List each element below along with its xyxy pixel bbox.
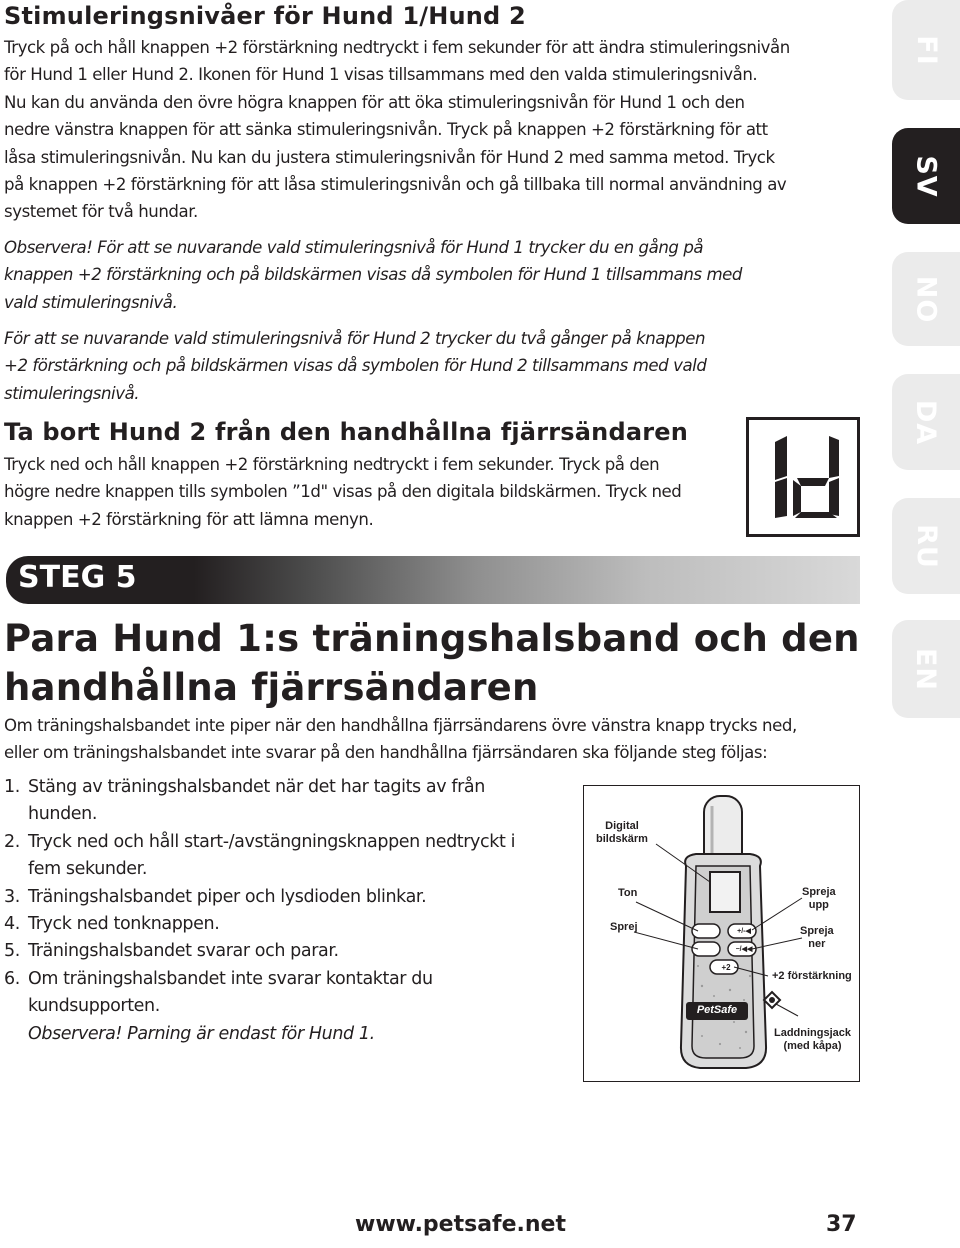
label-line: ner (808, 938, 826, 950)
label-line: bildskärm (596, 833, 648, 845)
step-text: kundsupporten. (28, 996, 160, 1017)
tab-label: EN (910, 647, 942, 691)
tab-label: SV (910, 154, 942, 198)
list-item (4, 884, 515, 911)
label-line: Spreja (802, 886, 836, 898)
list-item (4, 774, 515, 829)
page-title-line: handhållna fjärrsändaren (4, 666, 539, 709)
list-item (4, 1021, 515, 1048)
tab-label: DA (910, 399, 942, 445)
paragraph-line: stimuleringsnivå. (4, 383, 140, 403)
note-dog1-paragraph (4, 234, 742, 316)
label-spray: Sprej (610, 921, 638, 933)
pairing-intro-paragraph (4, 712, 797, 767)
step-text: Stäng av träningshalsbandet när det har tagits av från (28, 777, 485, 797)
label-line: upp (808, 899, 829, 911)
paragraph-line: nedre vänstra knappen för att sänka stimuleringsnivån. Tryck på knappen +2 förstärkning för att (4, 120, 768, 140)
tab-label: NO (910, 275, 942, 323)
step-number: 1. (4, 777, 20, 797)
remote-button-down-label: −/◀◀ (735, 946, 753, 953)
label-line: Laddningsjack (774, 1027, 852, 1039)
footer-website: www.petsafe.net (355, 1212, 566, 1237)
label-spray-up (802, 886, 836, 912)
note-dog2-paragraph (4, 325, 706, 407)
paragraph-line: högre nedre knappen tills symbolen ”1d" visas på den digitala bildskärmen. Tryck ned (4, 482, 682, 502)
tab-ru[interactable] (892, 498, 960, 594)
tab-da[interactable] (892, 374, 960, 470)
digital-display-figure (746, 417, 860, 537)
paragraph-line: Observera! För att se nuvarande vald stimuleringsnivå för Hund 1 trycker du en gång på (4, 238, 704, 257)
label-charging-jack (774, 1027, 851, 1053)
tab-fi[interactable] (892, 0, 960, 100)
paragraph-line: knappen +2 förstärkning och på bildskärmen visas då symbolen för Hund 1 tillsammans med (4, 265, 743, 285)
paragraph-line: För att se nuvarande vald stimuleringsnivå för Hund 2 trycker du två gånger på knappen (4, 329, 706, 348)
paragraph-line: knappen +2 förstärkning för att lämna menyn. (4, 509, 374, 529)
step-text: Träningshalsbandet svarar och parar. (28, 941, 339, 962)
section-title-remove-dog2: Ta bort Hund 2 från den handhållna fjärrsändaren (4, 418, 689, 446)
paragraph-line: för Hund 1 eller Hund 2. Ikonen för Hund 1 visas tillsammans med den valda stimuleringsnivån. (4, 65, 758, 85)
paragraph-line: Om träningshalsbandet inte piper när den handhållna fjärrsändarens övre vänstra knapp trycks ned, (4, 716, 797, 735)
step-text: Om träningshalsbandet inte svarar kontaktar du (28, 968, 433, 989)
tab-en[interactable] (892, 620, 960, 718)
label-line: Digital (605, 820, 639, 832)
remote-button-up-label: +/-◀ (737, 928, 751, 935)
step-number: 6. (4, 968, 20, 989)
remove-dog2-paragraph (4, 451, 681, 533)
step-number: 3. (4, 886, 20, 907)
label-boost: +2 förstärkning (772, 970, 852, 982)
section-title-stimulation-levels: Stimuleringsnivåer för Hund 1/Hund 2 (4, 2, 526, 30)
page-title (4, 614, 860, 712)
step-number: 5. (4, 941, 20, 962)
tab-label: RU (910, 523, 942, 569)
paragraph-line: eller om träningshalsbandet inte svarar på den handhållna fjärrsändaren ska följande steg följas: (4, 743, 768, 763)
step-number: 4. (4, 914, 20, 935)
paragraph-line: systemet för två hundar. (4, 202, 198, 222)
tab-no[interactable] (892, 252, 960, 346)
list-item (4, 966, 515, 1021)
list-item (4, 911, 515, 938)
step-text: fem sekunder. (28, 859, 148, 880)
page-number: 37 (826, 1212, 857, 1237)
pairing-note: Observera! Parning är endast för Hund 1. (28, 1023, 375, 1044)
paragraph-line: på knappen +2 förstärkning för att låsa stimuleringsnivån och gå tillbaka till normal användning av (4, 175, 787, 195)
paragraph-line: låsa stimuleringsnivån. Nu kan du justera stimuleringsnivån för Hund 2 med samma metod. Tryck (4, 147, 775, 167)
paragraph-line: Tryck på och håll knappen +2 förstärkning nedtryckt i fem sekunder för att ändra stimuleringsnivån (4, 38, 790, 57)
label-spray-down (800, 925, 834, 951)
remote-figure (583, 785, 860, 1082)
tab-label: FI (910, 34, 942, 66)
remote-brand-logo: PetSafe (696, 1004, 738, 1016)
step-banner-label: STEG 5 (18, 560, 137, 595)
seven-segment-1d-icon (749, 420, 857, 534)
label-digital-display (596, 820, 648, 846)
paragraph-line: +2 förstärkning och på bildskärmen visas då symbolen för Hund 2 tillsammans med vald (4, 356, 707, 376)
paragraph-line: Nu kan du använda den övre högra knappen för att öka stimuleringsnivån för Hund 1 och den (4, 92, 745, 112)
step-text: Tryck ned och håll start-/avstängningsknappen nedtryckt i (28, 831, 516, 852)
step-text: hunden. (28, 804, 98, 825)
label-line: (med kåpa) (783, 1040, 842, 1052)
label-line: Spreja (800, 925, 834, 937)
paragraph-line: vald stimuleringsnivå. (4, 292, 178, 312)
step-number: 2. (4, 831, 20, 852)
tab-sv[interactable] (892, 128, 960, 224)
page-title-line: Para Hund 1:s träningshalsband och den (4, 617, 860, 660)
step-text: Tryck ned tonknappen. (28, 914, 220, 935)
list-item (4, 829, 515, 884)
step-text: Träningshalsbandet piper och lysdioden blinkar. (28, 886, 427, 907)
pairing-steps-list (4, 774, 515, 1048)
label-tone: Ton (618, 887, 638, 899)
list-item (4, 938, 515, 965)
remote-button-boost-label: +2 (721, 963, 731, 972)
stimulation-levels-paragraph (4, 34, 790, 226)
paragraph-line: Tryck ned och håll knappen +2 förstärkning nedtryckt i fem sekunder. Tryck på den (4, 455, 660, 474)
